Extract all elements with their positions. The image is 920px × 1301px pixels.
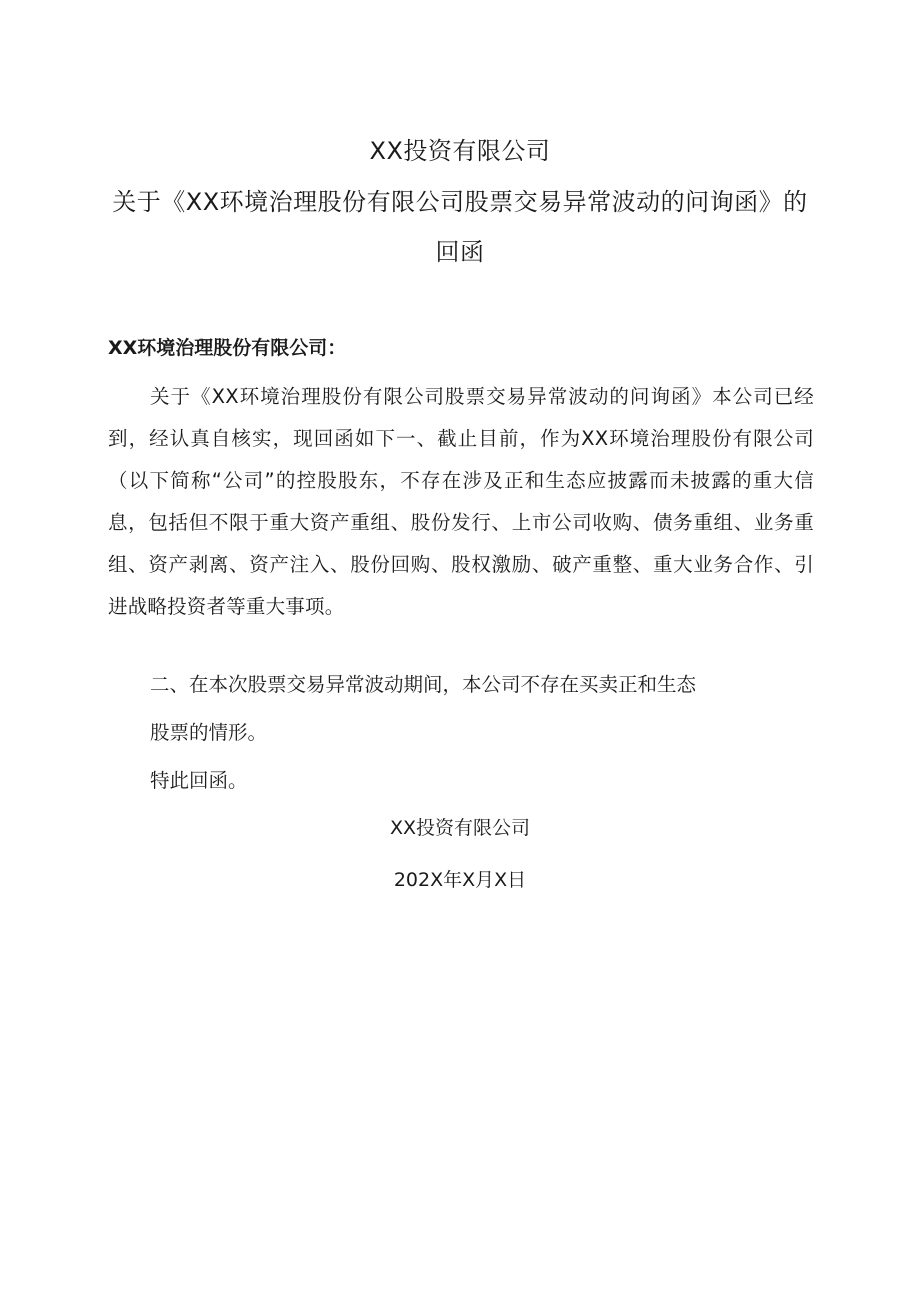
signature-company: XX投资有限公司 xyxy=(389,817,531,839)
signature-date: 202X年X月X日 xyxy=(393,869,527,891)
closing-remark: 特此回函。 xyxy=(150,769,248,792)
document-title-subject: 关于《XX环境治理股份有限公司股票交易异常波动的问询函》的 xyxy=(112,188,808,216)
body-paragraph-1: 关于《XX环境治理股份有限公司股票交易异常波动的问询函》本公司已经到，经认真自核实，现回函如下一、截止目前，作为XX环境治理股份有限公司（以下简称“公司”的控股股东，不存在涉及正和生态应披露而未披露的重大信息，包括但不限于重大资产重组、股份发行、上市公司收购、债务重组、业务重组、资产剥离、资产注入、股份回购、股权激励、破产重整、重大业务合作、引进战略投资者等重大事项。 xyxy=(108,385,814,618)
body-paragraph-2-line-1: 二、在本次股票交易异常波动期间，本公司不存在买卖正和生态 xyxy=(150,673,697,696)
document-title-company: XX投资有限公司 xyxy=(369,137,551,165)
document-title-suffix: 回函 xyxy=(435,238,485,266)
addressee: XX环境治理股份有限公司： xyxy=(108,337,347,359)
body-paragraph-2-line-2: 股票的情形。 xyxy=(150,721,268,744)
